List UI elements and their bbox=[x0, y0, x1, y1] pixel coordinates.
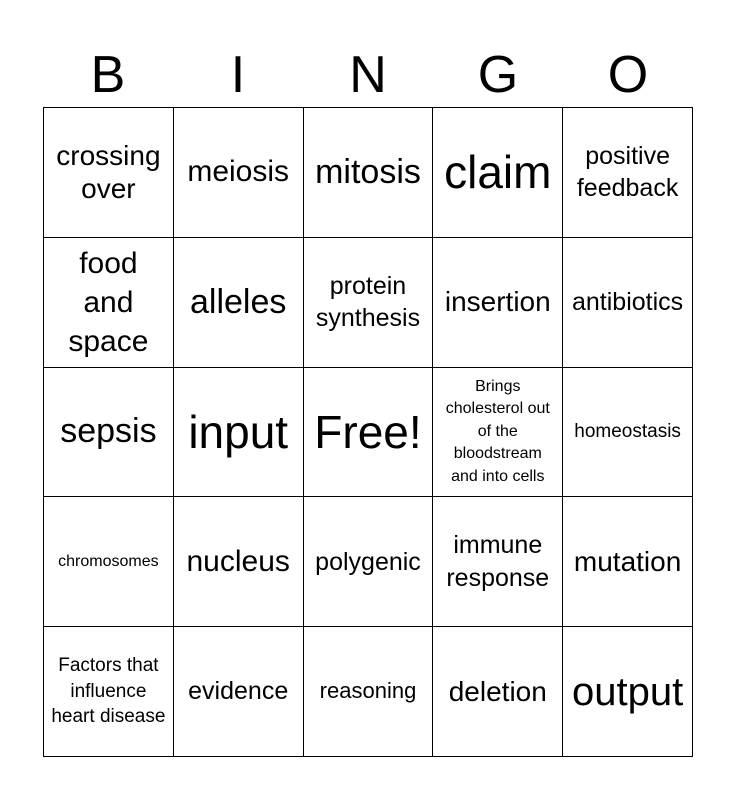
bingo-cell[interactable] bbox=[44, 238, 174, 368]
cell-text: positive feedback bbox=[576, 141, 679, 203]
bingo-cell[interactable] bbox=[563, 497, 693, 627]
bingo-cell[interactable] bbox=[433, 368, 563, 498]
header-letter-b: B bbox=[90, 46, 126, 104]
cell-text: homeostasis bbox=[574, 420, 681, 442]
cell-text: immune response bbox=[446, 531, 550, 592]
bingo-cell[interactable] bbox=[563, 627, 693, 757]
cell-text: input bbox=[188, 405, 289, 458]
cell-text: alleles bbox=[190, 282, 287, 321]
cell-text: meiosis bbox=[187, 155, 290, 189]
cell-text: mutation bbox=[573, 545, 682, 577]
bingo-cell[interactable] bbox=[174, 238, 304, 368]
header-letter-i: I bbox=[230, 46, 246, 104]
bingo-cell[interactable] bbox=[174, 497, 304, 627]
cell-text: antibiotics bbox=[572, 287, 684, 316]
bingo-cell[interactable] bbox=[563, 238, 693, 368]
bingo-cell[interactable] bbox=[304, 238, 434, 368]
cell-text: deletion bbox=[448, 675, 547, 707]
cell-text: food and space bbox=[68, 246, 149, 358]
cell-text: Brings cholesterol out of the bloodstream and into cells bbox=[445, 378, 550, 485]
cell-text: mitosis bbox=[315, 152, 421, 191]
header-letter-n: N bbox=[349, 46, 387, 104]
cell-text: protein synthesis bbox=[315, 271, 421, 333]
cell-text: chromosomes bbox=[58, 552, 159, 570]
bingo-cell[interactable] bbox=[174, 627, 304, 757]
bingo-cell[interactable] bbox=[304, 108, 434, 238]
bingo-card-grid bbox=[43, 107, 693, 757]
cell-text: evidence bbox=[188, 677, 289, 706]
header-letter-o: O bbox=[607, 46, 649, 104]
cell-text: reasoning bbox=[319, 678, 417, 704]
bingo-cell[interactable] bbox=[44, 497, 174, 627]
cell-text: crossing over bbox=[56, 139, 161, 205]
bingo-cell[interactable] bbox=[174, 108, 304, 238]
bingo-cell[interactable] bbox=[44, 368, 174, 498]
bingo-cell[interactable] bbox=[44, 627, 174, 757]
bingo-cell[interactable] bbox=[433, 108, 563, 238]
free-space-text: Free! bbox=[314, 405, 422, 458]
free-space-cell[interactable] bbox=[304, 368, 434, 498]
bingo-cell[interactable] bbox=[433, 238, 563, 368]
header-letter-g: G bbox=[477, 46, 519, 104]
bingo-cell[interactable] bbox=[304, 497, 434, 627]
cell-text: polygenic bbox=[315, 547, 421, 576]
bingo-header bbox=[43, 44, 693, 106]
bingo-cell[interactable] bbox=[174, 368, 304, 498]
cell-text: nucleus bbox=[186, 544, 290, 578]
cell-text: output bbox=[571, 669, 684, 714]
cell-text: sepsis bbox=[60, 412, 157, 451]
bingo-cell[interactable] bbox=[433, 627, 563, 757]
bingo-cell[interactable] bbox=[563, 368, 693, 498]
bingo-cell[interactable] bbox=[563, 108, 693, 238]
bingo-cell[interactable] bbox=[433, 497, 563, 627]
cell-text: insertion bbox=[444, 286, 551, 318]
bingo-cell[interactable] bbox=[44, 108, 174, 238]
bingo-cell[interactable] bbox=[304, 627, 434, 757]
cell-text: claim bbox=[444, 146, 552, 199]
cell-text: Factors that influence heart disease bbox=[51, 655, 166, 728]
